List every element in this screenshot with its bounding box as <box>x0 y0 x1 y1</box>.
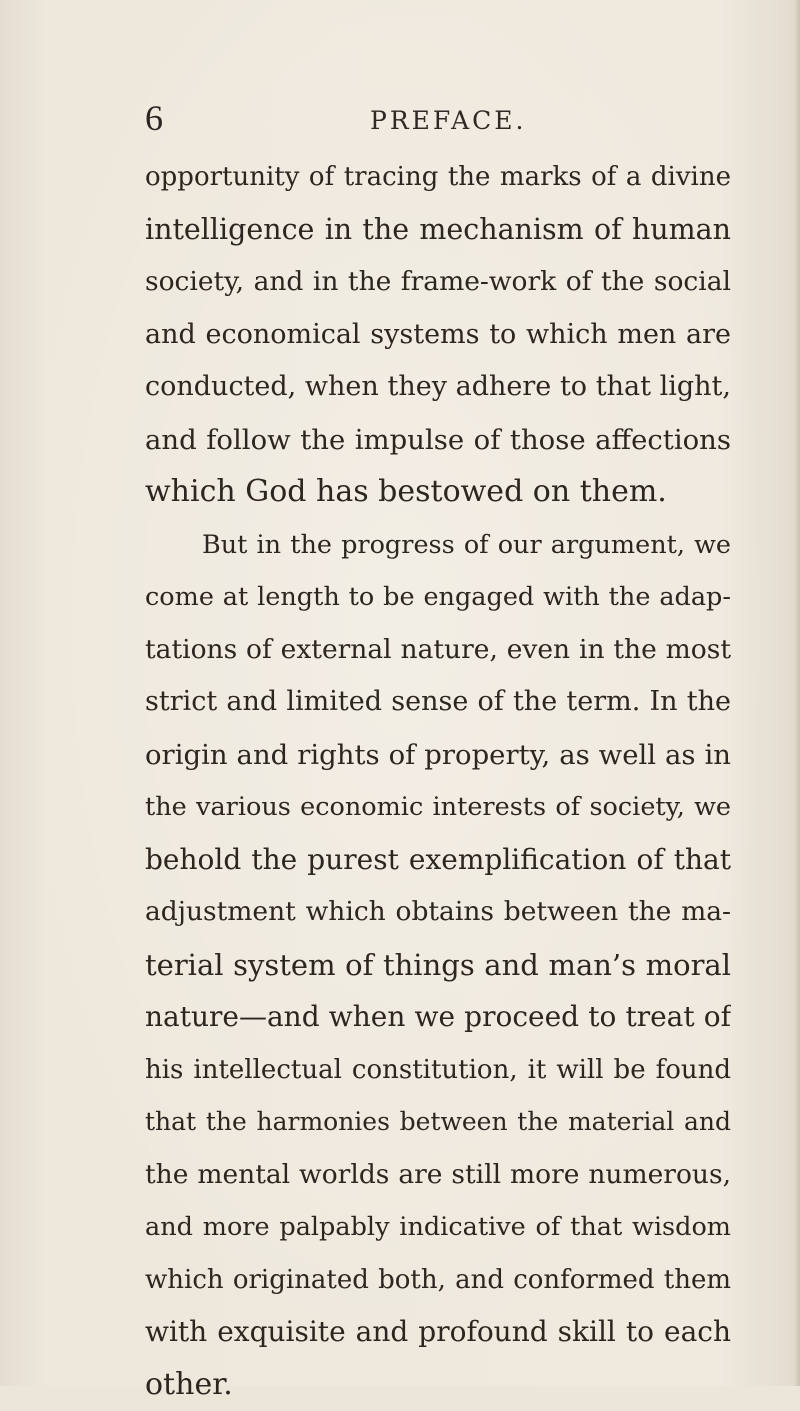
text-line: his intellectual constitution, it will be found <box>145 1044 731 1097</box>
text-line: and follow the impulse of those affections <box>145 414 731 467</box>
text-line: origin and rights of property, as well as in <box>145 729 731 782</box>
body-text <box>145 151 731 1411</box>
page-number: 6 <box>145 98 163 138</box>
text-line: terial system of things and man’s moral <box>145 939 731 992</box>
text-line: nature—and when we proceed to treat of <box>145 991 731 1044</box>
paragraph-first-line: But in the progress of our argument, we <box>145 519 731 572</box>
text-line: the various economic interests of society, we <box>145 781 731 834</box>
text-line: opportunity of tracing the marks of a divine <box>145 151 731 204</box>
page-edge-shadow <box>794 0 800 1386</box>
text-line: society, and in the frame-work of the social <box>145 256 731 309</box>
text-line: intelligence in the mechanism of human <box>145 204 731 257</box>
text-line: that the harmonies between the material and <box>145 1096 731 1149</box>
running-head: PREFACE. <box>370 106 526 136</box>
text-line: adjustment which obtains between the ma- <box>145 886 731 939</box>
text-line: with exquisite and profound skill to each <box>145 1306 731 1359</box>
text-line: conducted, when they adhere to that light, <box>145 361 731 414</box>
text-line: and more palpably indicative of that wisdom <box>145 1201 731 1254</box>
text-line: tations of external nature, even in the most <box>145 624 731 677</box>
text-line: come at length to be engaged with the adap- <box>145 571 731 624</box>
text-line: strict and limited sense of the term. In the <box>145 676 731 729</box>
text-line: and economical systems to which men are <box>145 309 731 362</box>
text-line: behold the purest exemplification of that <box>145 834 731 887</box>
paragraph-end-line: other. <box>145 1359 731 1411</box>
text-line: the mental worlds are still more numerous, <box>145 1149 731 1202</box>
text-line: which originated both, and conformed them <box>145 1254 731 1307</box>
paragraph-end-line: which God has bestowed on them. <box>145 466 731 519</box>
page-header <box>0 98 800 148</box>
